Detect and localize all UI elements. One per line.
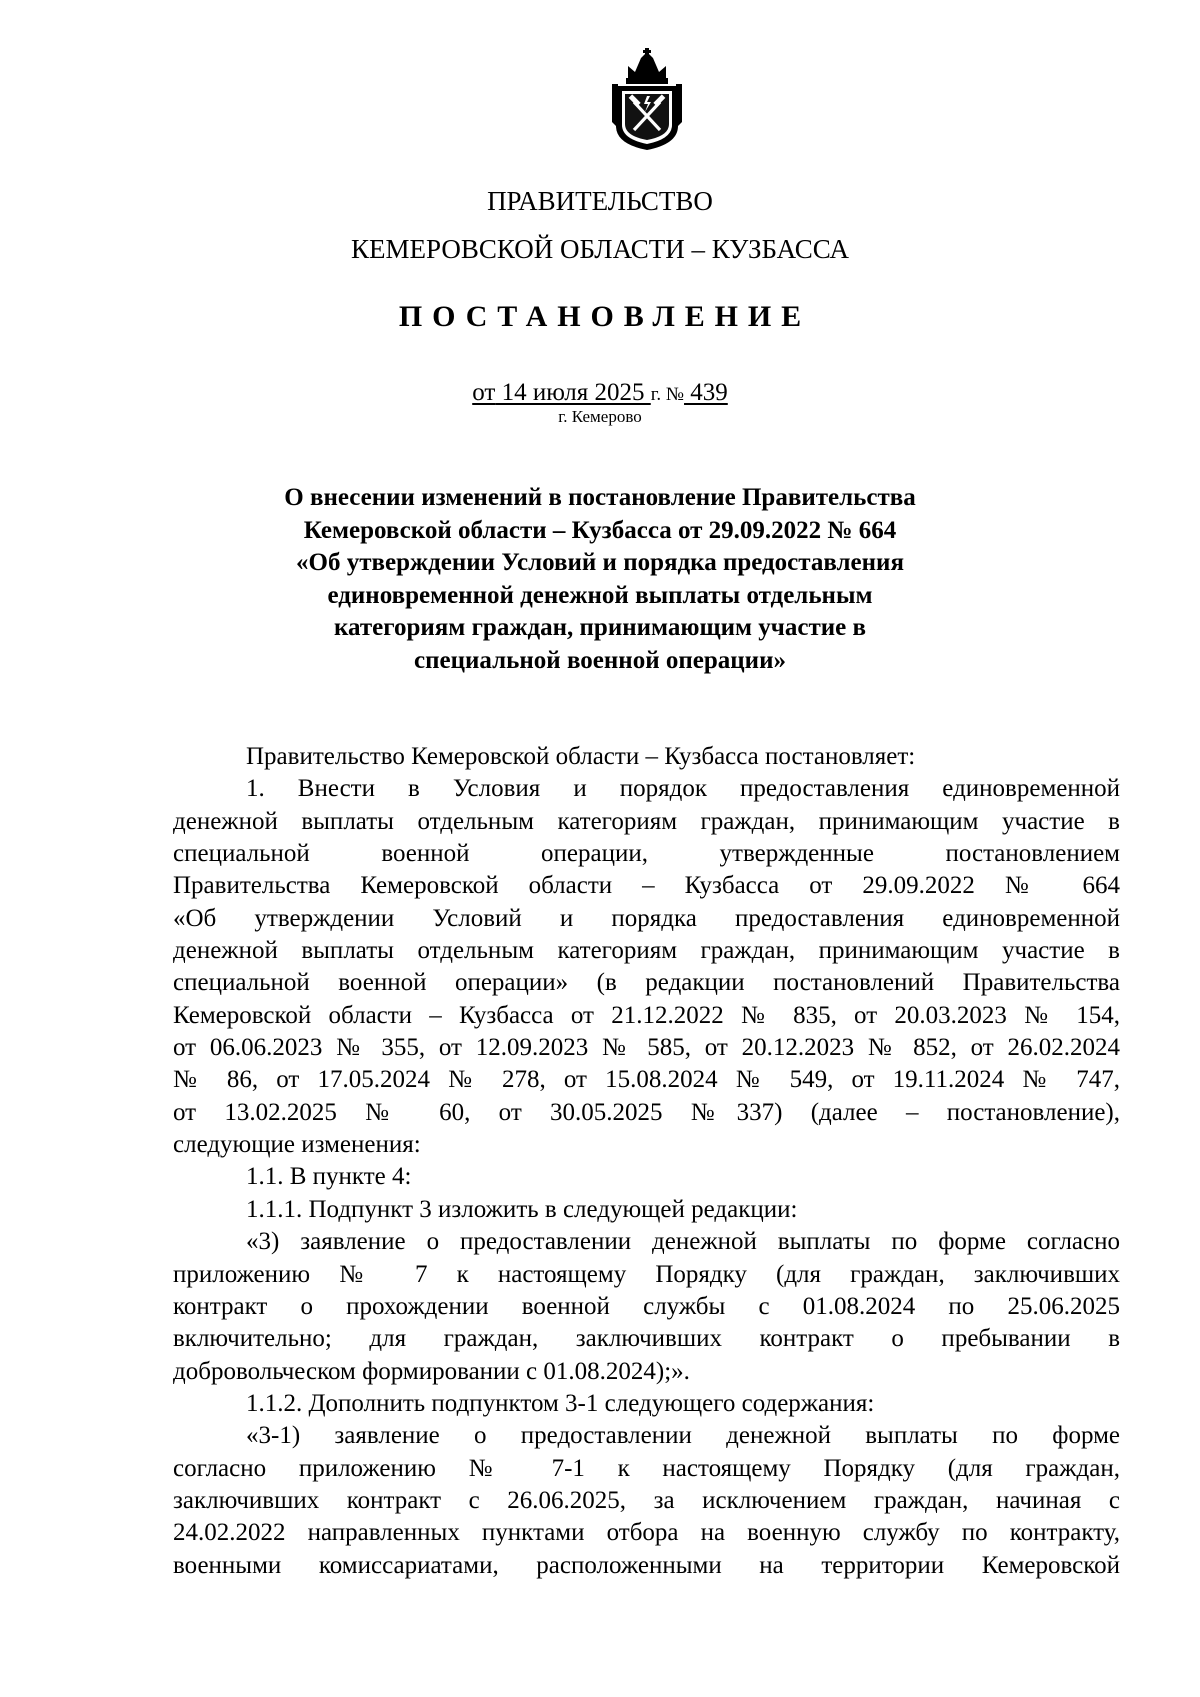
document-type-heading: ПОСТАНОВЛЕНИЕ [398, 300, 812, 333]
body-text-line: согласно приложению № 7-1 к настоящему Порядку (для граждан, [173, 1454, 1120, 1482]
body-text-line: специальной военной операции, утвержденные постановлением [173, 840, 1120, 868]
body-text-line: 24.02.2022 направленных пунктами отбора на военную службу по контракту, [173, 1519, 1120, 1547]
document-number: 439 [684, 379, 728, 406]
body-text-line: специальной военной операции» (в редакции постановлений Правительства [173, 969, 1120, 997]
body-text-line: 1.1.2. Дополнить подпунктом 3-1 следующего содержания: [246, 1389, 875, 1417]
year-number-label: г. № [650, 384, 685, 405]
kuzbass-coat-of-arms-icon [610, 48, 684, 152]
body-text-line: следующие изменения: [173, 1131, 421, 1159]
body-text-line: 1.1. В пункте 4: [246, 1163, 412, 1191]
title-line: О внесении изменений в постановление Правительства [284, 484, 916, 511]
body-text-line: Правительство Кемеровской области – Кузбасса постановляет: [246, 743, 916, 770]
body-text-line: Кемеровской области – Кузбасса от 21.12.2022 № 835, от 20.03.2023 № 154, [173, 1001, 1120, 1029]
body-text-line: контракт о прохождении военной службы с 01.08.2024 по 25.06.2025 [173, 1292, 1120, 1320]
title-line: специальной военной операции» [414, 646, 786, 674]
body-text-line: включительно; для граждан, заключивших контракт о пребывании в [173, 1325, 1120, 1353]
body-text-line: денежной выплаты отдельным категориям граждан, принимающим участие в [173, 937, 1120, 965]
body-text-line: военными комиссариатами, расположенными на территории Кемеровской [173, 1551, 1120, 1579]
document-body [173, 741, 1120, 1582]
body-text-line: от 13.02.2025 № 60, от 30.05.2025 №337) (далее – постановление), [173, 1098, 1120, 1126]
body-text-line: 1.1.1. Подпункт 3 изложить в следующей редакции: [246, 1195, 798, 1223]
body-text-line: 1. Внести в Условия и порядок предоставления единовременной [246, 775, 1120, 803]
body-text-line: от 06.06.2023 № 355, от 12.09.2023 № 585, от 20.12.2023 № 852, от 26.02.2024 [173, 1034, 1120, 1062]
date-prefix: от [472, 379, 496, 406]
body-text-line: «Об утверждении Условий и порядка предоставления единовременной [173, 904, 1120, 932]
title-line: «Об утверждении Условий и порядка предоставления [296, 549, 904, 576]
title-line: единовременной денежной выплаты отдельным [327, 581, 873, 609]
government-name-line-1: ПРАВИТЕЛЬСТВО [487, 186, 713, 216]
document-date: 14 июля 2025 [495, 379, 651, 406]
body-text-line: добровольческом формировании с 01.08.2024);». [173, 1357, 690, 1385]
government-name-line-2: КЕМЕРОВСКОЙ ОБЛАСТИ – КУЗБАССА [351, 234, 849, 264]
title-line: Кемеровской области – Кузбасса от 29.09.2022 № 664 [303, 516, 897, 544]
body-text-line: «3-1) заявление о предоставлении денежной выплаты по форме [246, 1422, 1120, 1450]
body-text-line: заключивших контракт с 26.06.2025, за исключением граждан, начиная с [173, 1486, 1120, 1514]
body-text-line: Правительства Кемеровской области – Кузбасса от 29.09.2022 № 664 [173, 872, 1120, 900]
title-line: категориям граждан, принимающим участие в [333, 614, 867, 641]
body-text-line: «3) заявление о предоставлении денежной выплаты по форме согласно [246, 1228, 1120, 1256]
body-text-line: приложению № 7 к настоящему Порядку (для граждан, заключивших [173, 1260, 1120, 1288]
document-city: г. Кемерово [558, 407, 642, 426]
body-text-line: денежной выплаты отдельным категориям граждан, принимающим участие в [173, 807, 1120, 835]
body-text-line: № 86, от 17.05.2024 № 278, от 15.08.2024 № 549, от 19.11.2024 № 747, [173, 1066, 1120, 1094]
document-dateline [0, 378, 1200, 410]
document-title [220, 482, 980, 677]
